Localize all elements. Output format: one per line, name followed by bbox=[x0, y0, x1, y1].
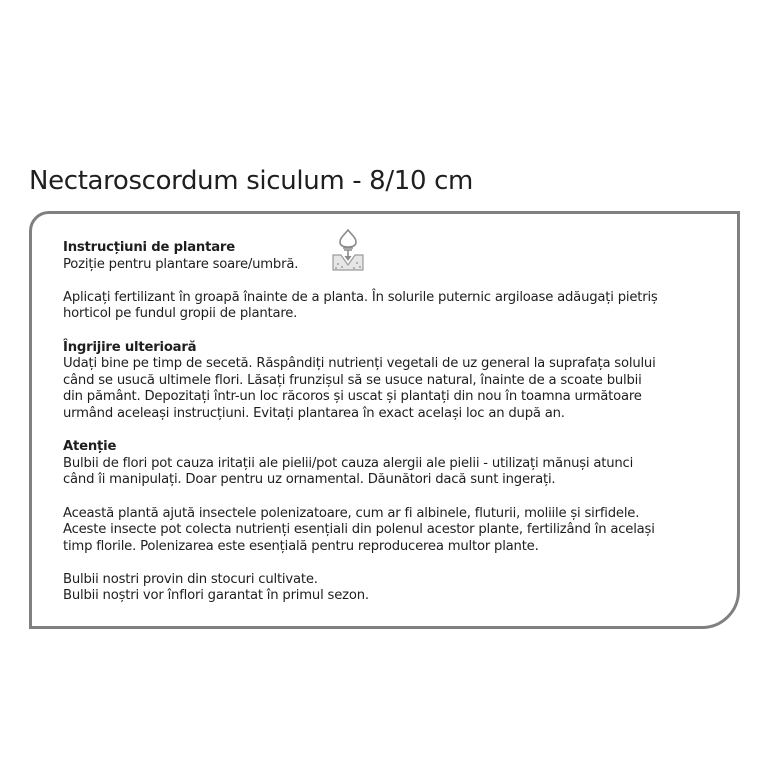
aftercare-line: Udați bine pe timp de secetă. Răspândiți nutrienți vegetali de uz general la suprafața solului bbox=[63, 356, 656, 372]
planting-section bbox=[63, 240, 743, 273]
origin-line: Bulbii nostri provin din stocuri cultivate. bbox=[63, 571, 318, 587]
pollinators-line: timp florile. Polenizarea este esențială pentru reproducerea multor plante. bbox=[63, 538, 539, 554]
pollinators-line: Această plantă ajută insectele polenizatoare, cum ar fi albinele, fluturii, moliile și sirfidele. bbox=[63, 505, 640, 521]
warning-heading: Atenție bbox=[63, 439, 117, 455]
warning-line: când îi manipulați. Doar pentru uz ornamental. Dăunători dacă sunt ingerați. bbox=[63, 472, 556, 488]
fertilizer-section bbox=[63, 290, 743, 323]
warning-line: Bulbii de flori pot cauza iritații ale pielii/pot cauza alergii ale pielii - utilizați mănuși atunci bbox=[63, 455, 634, 471]
planting-position: Poziție pentru plantare soare/umbră. bbox=[63, 256, 299, 272]
aftercare-line: când se usucă ultimele flori. Lăsați frunzișul să se usuce natural, înainte de a scoate bulbii bbox=[63, 372, 642, 388]
fertilizer-line: horticol pe fundul gropii de plantare. bbox=[63, 306, 298, 322]
aftercare-section bbox=[63, 340, 743, 423]
instructions-content bbox=[63, 240, 743, 622]
pollinators-section bbox=[63, 506, 743, 556]
product-title: Nectaroscordum siculum - 8/10 cm bbox=[29, 166, 474, 196]
pollinators-line: Aceste insecte pot colecta nutrienți esențiali din polenul acestor plante, fertilizând în același bbox=[63, 522, 655, 538]
aftercare-line: urmând aceleași instrucțiuni. Evitați plantarea în exact același loc an după an. bbox=[63, 405, 565, 421]
fertilizer-line: Aplicați fertilizant în groapă înainte de a planta. În solurile puternic argiloase adăugați pietriș bbox=[63, 289, 658, 305]
aftercare-line: din pământ. Depozitați într-un loc răcoros și uscat și plantați din nou în toamna următoare bbox=[63, 389, 642, 405]
planting-heading: Instrucțiuni de plantare bbox=[63, 240, 235, 255]
warning-section bbox=[63, 439, 743, 489]
origin-section bbox=[63, 572, 743, 605]
aftercare-heading: Îngrijire ulterioară bbox=[63, 339, 197, 355]
origin-line: Bulbii noștri vor înflori garantat în primul sezon. bbox=[63, 588, 369, 604]
